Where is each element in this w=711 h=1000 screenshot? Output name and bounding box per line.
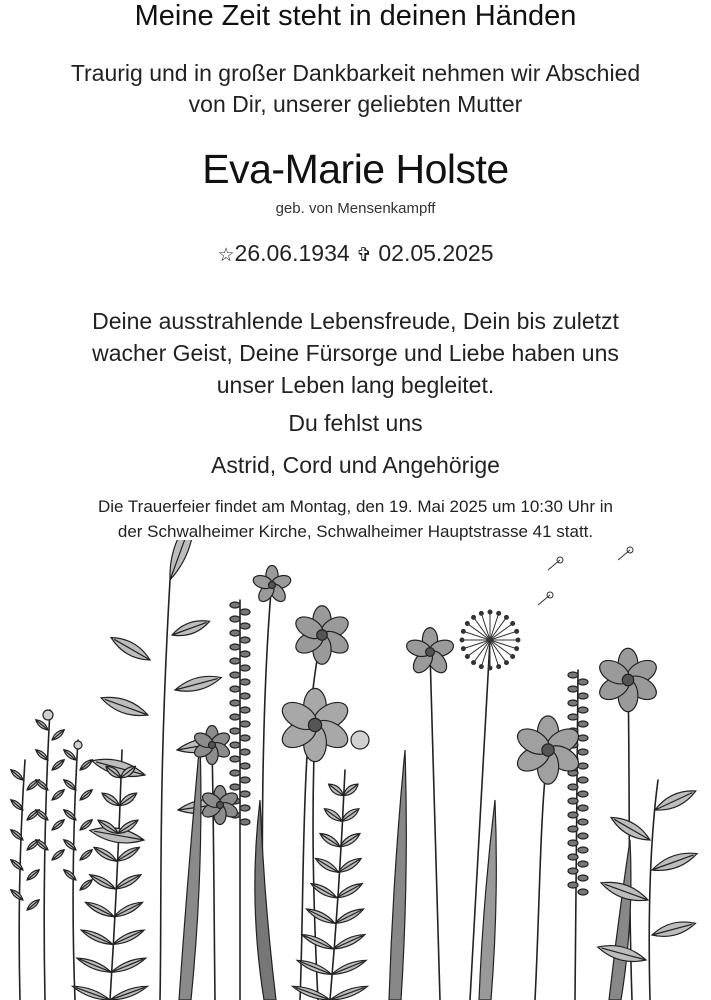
leaf <box>78 848 93 862</box>
dandelion-seed <box>490 617 506 640</box>
lavender-floret <box>240 819 250 825</box>
leaf <box>173 672 222 696</box>
dandelion-seed-tip <box>515 647 519 651</box>
service-line-2: der Schwalheimer Kirche, Schwalheimer Hauptstrasse 41 statt. <box>117 522 594 541</box>
lavender-floret <box>578 735 588 741</box>
grass-blade <box>255 800 276 1000</box>
tribute-text <box>0 305 711 401</box>
dandelion-seed <box>474 617 490 640</box>
dandelion-seed-tip <box>479 665 483 669</box>
wildflower-illustration <box>0 540 711 1000</box>
lavender-floret <box>578 721 588 727</box>
flower-stem <box>44 710 50 1000</box>
leaf <box>9 858 24 872</box>
leaf <box>322 806 343 824</box>
leaf <box>50 788 65 802</box>
flower-center <box>208 741 215 748</box>
lavender-floret <box>578 763 588 769</box>
leaf <box>330 957 367 978</box>
life-dates <box>0 240 711 267</box>
motto-heading: Meine Zeit steht in deinen Händen <box>134 0 577 32</box>
leaf <box>78 878 93 892</box>
dandelion-seed-tip <box>511 654 515 658</box>
leaf <box>111 927 145 948</box>
star-icon: ☆ <box>217 245 235 266</box>
lavender-floret <box>240 651 250 657</box>
leaf <box>88 872 117 892</box>
flower-center <box>216 801 223 808</box>
tribute-line-2: wacher Geist, Deine Fürsorge und Liebe haben uns <box>92 340 619 366</box>
lavender-floret <box>240 623 250 629</box>
signatories: Astrid, Cord und Angehörige <box>211 452 500 478</box>
lavender-floret <box>578 749 588 755</box>
grass-blade <box>609 840 631 1000</box>
lavender-floret <box>240 665 250 671</box>
dandelion-seed-tip <box>497 665 501 669</box>
dandelion-seed-tip <box>465 622 469 626</box>
lavender-floret <box>240 679 250 685</box>
leaf <box>652 786 698 816</box>
leaf <box>89 824 146 847</box>
dandelion-seed-tip <box>497 611 501 615</box>
flying-seed <box>538 595 550 605</box>
leaf <box>650 848 699 876</box>
dandelion-seed <box>490 640 513 656</box>
lavender-floret <box>568 826 578 832</box>
tribute-line-1: Deine ausstrahlende Lebensfreude, Dein bis zuletzt <box>92 308 619 334</box>
flying-seed <box>618 550 630 560</box>
flower-stem <box>649 780 658 1000</box>
leaf <box>92 844 118 864</box>
lavender-floret <box>578 861 588 867</box>
dandelion-seed-tip <box>504 615 508 619</box>
flower-center <box>317 630 328 641</box>
dandelion-seed <box>490 624 513 640</box>
lavender-floret <box>240 777 250 783</box>
grass-blade <box>479 800 496 1000</box>
flower-stem <box>19 760 25 1000</box>
lavender-floret <box>230 728 240 734</box>
flying-seed <box>548 560 560 570</box>
funeral-service-info <box>0 494 711 544</box>
service-line-1: Die Trauerfeier findet am Montag, den 19. Mai 2025 um 10:30 Uhr in <box>97 497 613 516</box>
grass-blade <box>389 750 406 1000</box>
dandelion-seed <box>467 624 490 640</box>
lavender-floret <box>568 714 578 720</box>
leaf <box>9 828 24 842</box>
lavender-floret <box>230 784 240 790</box>
leaf <box>332 931 366 952</box>
dandelion-seed-tip <box>472 615 476 619</box>
lavender-floret <box>578 833 588 839</box>
lavender-floret <box>230 630 240 636</box>
missed-text: Du fehlst uns <box>288 410 423 436</box>
lavender-floret <box>578 889 588 895</box>
leaf <box>9 768 24 782</box>
dandelion-seed-tip <box>465 654 469 658</box>
leaf <box>50 848 65 862</box>
lavender-floret <box>578 819 588 825</box>
tribute-line-3: unser Leben lang begleitet. <box>216 372 495 398</box>
lavender-floret <box>230 742 240 748</box>
dandelion-seed-tip <box>511 622 515 626</box>
flower-center <box>308 718 321 731</box>
leaf <box>78 788 93 802</box>
dandelion-seed <box>481 613 490 640</box>
flower-bud <box>43 710 53 720</box>
lavender-floret <box>240 763 250 769</box>
intro-text <box>0 58 711 120</box>
leaf <box>99 692 150 721</box>
lavender-floret <box>578 847 588 853</box>
death-date: 02.05.2025 <box>378 240 494 266</box>
lavender-floret <box>230 700 240 706</box>
flower-stem <box>313 725 318 1000</box>
leaf <box>291 983 331 1000</box>
lavender-floret <box>230 672 240 678</box>
dandelion-seed <box>490 640 506 663</box>
leaf <box>108 632 153 665</box>
grass-blade <box>179 740 201 1000</box>
lavender-floret <box>568 840 578 846</box>
dandelion-seed <box>474 640 490 663</box>
leaf <box>114 872 143 892</box>
lavender-floret <box>240 791 250 797</box>
flower-stem <box>430 652 440 1000</box>
dandelion-seed-tip <box>515 629 519 633</box>
leaf <box>50 818 65 832</box>
lavender-floret <box>568 686 578 692</box>
flower-center <box>426 648 435 657</box>
leaf <box>62 868 77 882</box>
lavender-floret <box>568 812 578 818</box>
leaf <box>50 728 65 742</box>
leaf <box>329 983 369 1000</box>
lavender-floret <box>578 777 588 783</box>
dandelion-seed <box>490 640 517 649</box>
flower-stem <box>160 580 170 1000</box>
leaf <box>650 918 697 941</box>
lavender-floret <box>568 700 578 706</box>
dandelion-seed-tip <box>479 611 483 615</box>
flower-center <box>268 581 275 588</box>
flower-center <box>622 674 633 685</box>
lavender-floret <box>568 784 578 790</box>
leaf <box>80 927 114 948</box>
leaf <box>300 931 334 952</box>
dandelion-seed <box>490 613 499 640</box>
dandelion-seed-tip <box>472 661 476 665</box>
lavender-floret <box>568 798 578 804</box>
dandelion-seed-tip <box>516 638 520 642</box>
leaf <box>78 758 93 772</box>
leaf <box>110 955 147 976</box>
flower-center <box>542 744 554 756</box>
dandelion-seed <box>490 631 517 640</box>
lavender-floret <box>230 658 240 664</box>
maiden-name: geb. von Mensenkampff <box>275 200 436 217</box>
dandelion-seed <box>467 640 490 656</box>
lavender-floret <box>578 805 588 811</box>
leaf <box>9 888 24 902</box>
lavender-floret <box>568 882 578 888</box>
lavender-floret <box>230 602 240 608</box>
dandelion-seed-tip <box>488 610 492 614</box>
lavender-floret <box>230 644 240 650</box>
lavender-floret <box>578 679 588 685</box>
leaf <box>50 758 65 772</box>
flower-stem <box>73 740 78 1000</box>
dandelion-seed-tip <box>504 661 508 665</box>
dandelion-seed-tip <box>461 647 465 651</box>
lavender-floret <box>568 854 578 860</box>
flower-bud <box>74 741 82 749</box>
lavender-floret <box>230 714 240 720</box>
intro-line-1: Traurig und in großer Dankbarkeit nehmen wir Abschied <box>70 60 641 86</box>
dandelion-seed <box>463 631 490 640</box>
dandelion-seed <box>463 640 490 649</box>
dandelion-seed-tip <box>460 638 464 642</box>
lavender-floret <box>230 770 240 776</box>
lavender-floret <box>578 875 588 881</box>
lavender-floret <box>230 756 240 762</box>
dandelion-seed-tip <box>461 629 465 633</box>
leaf <box>170 616 211 640</box>
lavender-floret <box>240 735 250 741</box>
leaf <box>112 899 144 920</box>
lavender-floret <box>578 707 588 713</box>
deceased-name: Eva-Marie Holste <box>202 146 509 192</box>
intro-line-2: von Dir, unserer geliebten Mutter <box>188 91 523 117</box>
lavender-floret <box>578 791 588 797</box>
leaf <box>318 831 342 850</box>
flower-stem <box>330 770 345 1000</box>
leaf <box>109 983 149 1000</box>
leaf <box>25 898 40 912</box>
leaf <box>326 781 345 798</box>
lavender-floret <box>240 749 250 755</box>
leaf <box>75 955 112 976</box>
lavender-floret <box>240 707 250 713</box>
lavender-floret <box>230 686 240 692</box>
dandelion-seed <box>490 640 499 667</box>
leaf <box>314 855 340 875</box>
lavender-floret <box>568 868 578 874</box>
leaf <box>333 906 365 927</box>
flower-bud <box>351 731 369 749</box>
leaf <box>84 899 116 920</box>
lavender-floret <box>240 693 250 699</box>
lavender-floret <box>240 609 250 615</box>
lavender-floret <box>230 616 240 622</box>
flower-stem <box>212 745 215 1000</box>
lavender-floret <box>568 672 578 678</box>
leaf <box>25 868 40 882</box>
dandelion-seed-tip <box>488 666 492 670</box>
lavender-floret <box>578 693 588 699</box>
birth-date: 26.06.1934 <box>234 240 350 266</box>
lavender-floret <box>240 805 250 811</box>
flower-stem <box>110 750 122 1000</box>
leaf <box>71 983 111 1000</box>
cross-icon: ✞ <box>356 245 372 266</box>
flower-stem <box>535 750 548 1000</box>
leaf <box>163 540 200 582</box>
lavender-floret <box>240 721 250 727</box>
lavender-floret <box>240 637 250 643</box>
leaf <box>305 906 337 927</box>
leaf <box>100 790 121 808</box>
